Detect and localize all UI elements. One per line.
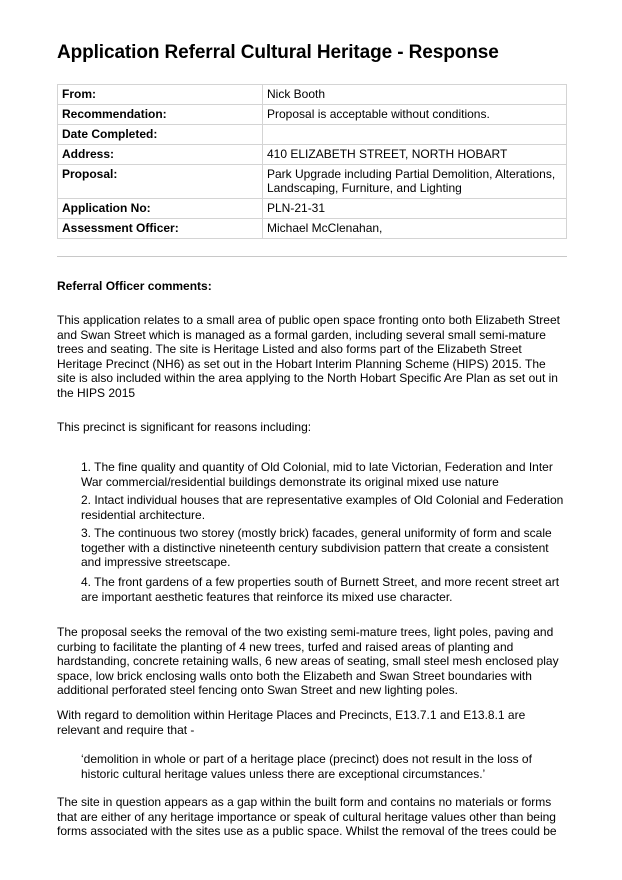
list-item-reason-3: 3. The continuous two storey (mostly brick) facades, general uniformity of form and scale together with a distinctive nineteenth century subdivision pattern that create a consistent and impressive streetscape. — [81, 526, 552, 569]
table-row — [58, 165, 567, 199]
list-item-reason-1: 1. The fine quality and quantity of Old Colonial, mid to late Victorian, Federation and Inter War commercial/residential buildings demonstrate its original mixed use nature — [81, 460, 553, 489]
application-no-label: Application No: — [58, 199, 263, 219]
paragraph-site-assessment: The site in question appears as a gap within the built form and contains no materials or forms that are either of any heritage importance or speak of cultural heritage values other than being forms associated with the sites use as a public space. Whilst the removal of the trees could be — [57, 795, 557, 838]
from-label: From: — [58, 85, 263, 105]
assessment-officer-value: Michael McClenahan, — [263, 219, 567, 239]
list-item-reason-4: 4. The front gardens of a few properties south of Burnett Street, and more recent street art are important aesthetic features that reinforce its mixed use character. — [81, 575, 560, 604]
proposal-value: Park Upgrade including Partial Demolition, Alterations, Landscaping, Furniture, and Lighting — [263, 165, 567, 199]
document-title: Application Referral Cultural Heritage - Response — [57, 42, 499, 63]
table-row — [58, 85, 567, 105]
table-row — [58, 219, 567, 239]
recommendation-value: Proposal is acceptable without conditions. — [263, 105, 567, 125]
date-completed-value — [263, 125, 567, 145]
application-no-value: PLN-21-31 — [263, 199, 567, 219]
list-item-reason-2: 2. Intact individual houses that are representative examples of Old Colonial and Federation residential architecture. — [81, 493, 564, 522]
table-row — [58, 105, 567, 125]
assessment-officer-label: Assessment Officer: — [58, 219, 263, 239]
address-label: Address: — [58, 145, 263, 165]
from-value: Nick Booth — [263, 85, 567, 105]
address-value: 410 ELIZABETH STREET, NORTH HOBART — [263, 145, 567, 165]
quoted-requirement: ‘demolition in whole or part of a heritage place (precinct) does not result in the loss of historic cultural heritage values unless there are exceptional circumstances.’ — [81, 752, 532, 781]
table-row — [58, 199, 567, 219]
paragraph-proposal-description: The proposal seeks the removal of the two existing semi-mature trees, light poles, paving and curbing to facilitate the planting of 4 new trees, turfed and raised areas of planting and hardstanding, concrete retaining walls, 6 new areas of seating, small steel mesh enclosed play space, low brick enclosing walls onto both the Elizabeth and Swan Street boundaries with additional perforated steel fencing onto Swan Street and new lighting poles. — [57, 625, 559, 697]
table-row — [58, 145, 567, 165]
recommendation-label: Recommendation: — [58, 105, 263, 125]
paragraph-site-description: This application relates to a small area of public open space fronting onto both Elizabeth Street and Swan Street which is managed as a formal garden, including several small semi-mature trees and seating. The site is Heritage Listed and also forms part of the Elizabeth Street Heritage Precinct (NH6) as set out in the Hobart Interim Planning Scheme (HIPS) 2015. The site is also included within the area applying to the North Hobart Specific Are Plan as set out in the HIPS 2015 — [57, 313, 560, 400]
comments-heading: Referral Officer comments: — [57, 279, 212, 293]
application-info-table — [57, 84, 567, 239]
paragraph-demolition-requirements: With regard to demolition within Heritage Places and Precincts, E13.7.1 and E13.8.1 are relevant and require that - — [57, 708, 526, 737]
proposal-label: Proposal: — [58, 165, 263, 199]
date-completed-label: Date Completed: — [58, 125, 263, 145]
table-row — [58, 125, 567, 145]
paragraph-precinct-significance: This precinct is significant for reasons including: — [57, 420, 312, 434]
section-divider — [57, 256, 567, 257]
